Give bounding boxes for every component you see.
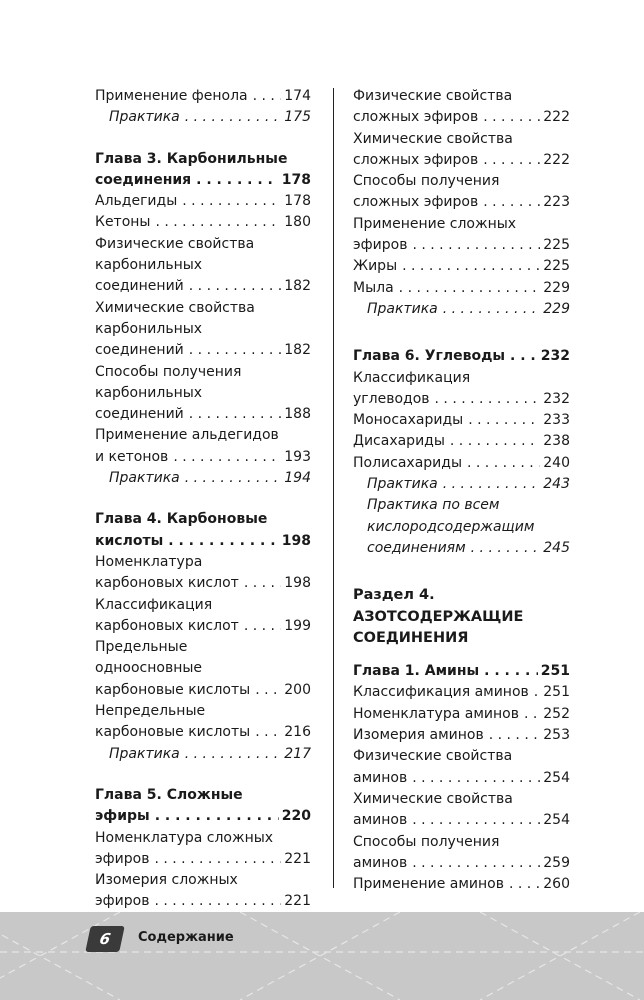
toc-left-column <box>95 86 311 913</box>
toc-chapter-entry[interactable] <box>353 661 570 682</box>
toc-entry[interactable] <box>95 86 311 107</box>
toc-entry-title-line: Мыла <box>353 279 394 296</box>
toc-page-number: 198 <box>284 575 311 592</box>
spacer <box>95 129 311 149</box>
toc-entry-title-line: Физические свойства <box>353 88 513 104</box>
toc-page-number: 175 <box>284 109 311 126</box>
toc-page-number: 221 <box>284 850 311 867</box>
dot-leader <box>154 891 281 912</box>
dot-leader <box>255 680 281 701</box>
toc-chapter-entry[interactable] <box>95 149 311 192</box>
toc-entry-title-line: Практика <box>367 476 438 493</box>
toc-entry-last-line <box>95 616 311 637</box>
dot-leader <box>412 853 540 874</box>
toc-entry-last-line <box>95 447 311 468</box>
toc-entry[interactable] <box>353 214 570 257</box>
toc-entry[interactable] <box>353 86 570 129</box>
toc-entry-title-line: карбонильных <box>95 257 203 274</box>
toc-entry-title-line: углеводов <box>353 390 430 407</box>
toc-entry-title-line: Номенклатура аминов <box>353 705 519 722</box>
dot-leader <box>412 235 540 256</box>
toc-page-number: 217 <box>284 745 311 762</box>
toc-entry-title-line: эфиры <box>95 808 150 825</box>
toc-page-number: 229 <box>543 300 570 317</box>
toc-entry-last-line <box>353 704 570 725</box>
toc-entry-title-line: карбоновых кислот <box>95 617 239 634</box>
toc-right-column <box>353 86 570 895</box>
dot-leader <box>196 170 279 191</box>
dot-leader <box>189 404 281 425</box>
toc-entry-title-line: Непредельные <box>95 703 206 720</box>
toc-entry-title-line: кислородсодержащим <box>367 518 535 535</box>
dot-leader <box>255 722 281 743</box>
toc-entry[interactable] <box>95 637 311 701</box>
dot-leader <box>399 278 541 299</box>
toc-entry[interactable] <box>95 828 311 871</box>
toc-entry[interactable] <box>353 453 570 474</box>
toc-entry-title-line: Способы получения <box>353 173 500 190</box>
toc-entry-title-line: Физические свойства <box>353 748 513 765</box>
dot-leader <box>412 768 540 789</box>
dot-leader <box>435 389 541 410</box>
toc-page-number: 254 <box>543 769 570 786</box>
dot-leader <box>412 810 540 831</box>
toc-entry[interactable] <box>353 789 570 832</box>
toc-entry-last-line <box>353 150 570 171</box>
toc-entry-last-line <box>353 410 570 431</box>
toc-entry-title-line: соединений <box>95 278 184 295</box>
section-heading-line: СОЕДИНЕНИЯ <box>353 629 469 646</box>
toc-entry-title-line: соединения <box>95 171 192 188</box>
dot-leader <box>484 661 538 682</box>
toc-entry[interactable] <box>95 298 311 362</box>
toc-entry-title-line: сложных эфиров <box>353 151 479 168</box>
toc-entry-title-line: и кетонов <box>95 448 169 465</box>
toc-entry-last-line <box>95 170 311 191</box>
toc-entry-last-line <box>95 340 311 361</box>
toc-chapter-entry[interactable] <box>353 346 570 367</box>
toc-entry-title-line: Альдегиды <box>95 193 178 210</box>
toc-entry-title-line: одноосновные <box>95 660 203 677</box>
toc-entry-title-line: кислоты <box>95 532 164 549</box>
toc-entry-title-line: Применение аминов <box>353 876 504 893</box>
toc-page-number: 251 <box>543 684 570 701</box>
toc-page-number: 182 <box>284 278 311 295</box>
spacer <box>95 489 311 509</box>
toc-page-number: 254 <box>543 812 570 829</box>
toc-page-number: 229 <box>543 279 570 296</box>
toc-entry-title-line: Предельные <box>95 639 188 656</box>
toc-entry-title-line: Применение фенола <box>95 88 248 104</box>
dot-leader <box>483 150 540 171</box>
toc-entry-title-line: соединений <box>95 406 184 423</box>
toc-page-number: 252 <box>543 705 570 722</box>
toc-page-number: 253 <box>543 727 570 744</box>
toc-page-number: 193 <box>284 448 311 465</box>
toc-practice-entry[interactable] <box>95 744 311 765</box>
toc-entry-title-line: карбоновые кислоты <box>95 724 251 741</box>
toc-entry-title-line: сложных эфиров <box>353 109 479 126</box>
toc-chapter-entry[interactable] <box>95 509 311 552</box>
page-number-badge: 6 <box>85 926 125 952</box>
toc-entry[interactable] <box>95 870 311 913</box>
toc-entry[interactable] <box>95 191 311 212</box>
toc-entry-last-line <box>353 346 570 367</box>
toc-entry-title-line: Глава 1. Амины <box>353 663 480 680</box>
toc-entry[interactable] <box>353 278 570 299</box>
toc-entry-last-line <box>353 256 570 277</box>
toc-entry[interactable] <box>353 746 570 789</box>
toc-entry-title-line: Практика <box>109 745 180 762</box>
toc-entry-last-line <box>353 431 570 452</box>
toc-entry[interactable] <box>353 725 570 746</box>
toc-page-number: 243 <box>543 476 570 493</box>
toc-page-number: 238 <box>543 433 570 450</box>
section-heading-line: Раздел 4. <box>353 587 435 604</box>
toc-entry-title-line: Глава 3. Карбонильные <box>95 150 288 167</box>
toc-entry-last-line <box>95 806 311 827</box>
toc-entry[interactable] <box>353 874 570 895</box>
dot-leader <box>185 107 282 128</box>
toc-entry[interactable] <box>95 595 311 638</box>
dot-leader <box>450 431 540 452</box>
toc-entry-last-line <box>367 474 570 495</box>
toc-entry-title-line: Жиры <box>353 258 398 275</box>
toc-entry-last-line <box>95 191 311 212</box>
dot-leader <box>402 256 540 277</box>
toc-entry-last-line <box>353 192 570 213</box>
toc-practice-entry[interactable] <box>353 495 570 559</box>
toc-entry-title-line: Применение альдегидов <box>95 427 279 444</box>
toc-page-number: 180 <box>284 214 311 231</box>
toc-page-number: 199 <box>284 617 311 634</box>
section-heading-line: АЗОТСОДЕРЖАЩИЕ <box>353 608 524 625</box>
toc-entry-last-line <box>109 468 311 489</box>
dot-leader <box>185 744 282 765</box>
spacer <box>353 649 570 661</box>
toc-entry-title-line: Дисахариды <box>353 433 445 450</box>
toc-entry-last-line <box>95 212 311 233</box>
toc-entry-last-line <box>353 235 570 256</box>
toc-entry[interactable] <box>353 410 570 431</box>
dot-leader <box>467 453 540 474</box>
toc-entry[interactable] <box>353 129 570 172</box>
toc-entry[interactable] <box>353 431 570 452</box>
toc-entry-last-line <box>367 538 570 559</box>
toc-entry-last-line <box>95 722 311 743</box>
footer-title: Содержание <box>138 930 234 945</box>
toc-entry-title-line: Классификация <box>353 369 471 386</box>
toc-entry-last-line <box>353 810 570 831</box>
toc-chapter-entry[interactable] <box>95 785 311 828</box>
toc-entry-title-line: Глава 5. Сложные <box>95 786 243 803</box>
toc-entry-title-line: соединений <box>95 342 184 359</box>
toc-page-number: 232 <box>540 348 570 365</box>
toc-page-number: 188 <box>284 406 311 423</box>
toc-entry-last-line <box>109 107 311 128</box>
toc-entry-title-line: Кетоны <box>95 214 151 231</box>
toc-entry-last-line <box>95 680 311 701</box>
dot-leader <box>244 573 281 594</box>
toc-entry-title-line: карбоновые кислоты <box>95 681 251 698</box>
spacer <box>95 765 311 785</box>
toc-entry-title-line: аминов <box>353 769 408 786</box>
dot-leader <box>534 682 540 703</box>
toc-entry-last-line <box>353 725 570 746</box>
toc-entry[interactable] <box>353 368 570 411</box>
dot-leader <box>524 704 540 725</box>
toc-page-number: 233 <box>543 412 570 429</box>
toc-entry-title-line: Классификация аминов <box>353 684 529 701</box>
toc-entry[interactable] <box>353 704 570 725</box>
toc-practice-entry[interactable] <box>353 299 570 320</box>
dot-leader <box>155 806 279 827</box>
toc-entry-title-line: сложных эфиров <box>353 194 479 211</box>
toc-entry-last-line <box>109 744 311 765</box>
dot-leader <box>182 191 281 212</box>
dot-leader <box>244 616 281 637</box>
dot-leader <box>443 299 541 320</box>
dot-leader <box>154 849 281 870</box>
toc-entry-title-line: карбонильных <box>95 384 203 401</box>
toc-entry-title-line: Классификация <box>95 596 213 613</box>
toc-page-number: 198 <box>281 532 311 549</box>
toc-page-number: 221 <box>284 893 311 910</box>
toc-page-number: 200 <box>284 681 311 698</box>
toc-entry-title-line: Химические свойства <box>95 299 255 316</box>
toc-page-number: 225 <box>543 258 570 275</box>
toc-entry-last-line <box>353 389 570 410</box>
toc-entry-title-line: Глава 6. Углеводы <box>353 348 506 365</box>
toc-page-number: 222 <box>543 151 570 168</box>
toc-page-number: 182 <box>284 342 311 359</box>
dot-leader <box>510 346 538 367</box>
toc-entry-title-line: Номенклатура сложных <box>95 829 274 846</box>
toc-entry-last-line <box>95 849 311 870</box>
toc-entry-last-line <box>353 768 570 789</box>
toc-entry-title-line: Химические свойства <box>353 790 513 807</box>
toc-entry-title-line: Физические свойства <box>95 235 255 252</box>
dot-leader <box>253 86 282 107</box>
spacer <box>353 320 570 346</box>
column-divider <box>333 88 334 888</box>
toc-entry[interactable] <box>353 171 570 214</box>
dot-leader <box>443 474 541 495</box>
toc-entry-title-line: Применение сложных <box>353 215 517 232</box>
toc-page-number: 259 <box>543 854 570 871</box>
dot-leader <box>489 725 541 746</box>
toc-entry-title-line: Способы получения <box>353 833 500 850</box>
toc-entry[interactable] <box>95 212 311 233</box>
toc-entry[interactable] <box>353 682 570 703</box>
toc-entry-title-line: аминов <box>353 854 408 871</box>
toc-entry-last-line <box>95 404 311 425</box>
toc-entry-title-line: карбоновых кислот <box>95 575 239 592</box>
toc-entry-last-line <box>95 891 311 912</box>
toc-entry-title-line: эфиров <box>95 850 150 867</box>
toc-entry-title-line: Номенклатура <box>95 553 203 570</box>
toc-entry-title-line: Способы получения <box>95 363 242 380</box>
toc-entry-title-line: карбонильных <box>95 320 203 337</box>
dot-leader <box>468 410 540 431</box>
toc-entry-title-line: соединениям <box>367 539 466 556</box>
toc-entry-last-line <box>353 682 570 703</box>
toc-entry[interactable] <box>353 832 570 875</box>
dot-leader <box>168 531 279 552</box>
toc-entry-title-line: Практика <box>109 109 180 126</box>
toc-entry-title-line: аминов <box>353 812 408 829</box>
toc-page-number: 223 <box>543 194 570 211</box>
toc-page-number: 222 <box>543 109 570 126</box>
toc-page-number: 232 <box>543 390 570 407</box>
dot-leader <box>483 192 540 213</box>
dot-leader <box>189 340 281 361</box>
toc-entry[interactable] <box>95 552 311 595</box>
dot-leader <box>509 874 540 895</box>
spacer <box>353 559 570 585</box>
dot-leader <box>189 276 281 297</box>
toc-page-number: 194 <box>284 470 311 487</box>
dot-leader <box>483 107 540 128</box>
dot-leader <box>471 538 541 559</box>
toc-page-number: 216 <box>284 724 311 741</box>
toc-entry-title-line: Полисахариды <box>353 454 462 471</box>
toc-page-number: 225 <box>543 237 570 254</box>
dot-leader <box>155 212 281 233</box>
section-heading <box>353 585 570 649</box>
toc-entry-last-line <box>353 874 570 895</box>
toc-practice-entry[interactable] <box>95 107 311 128</box>
toc-practice-entry[interactable] <box>95 468 311 489</box>
toc-entry-title-line: Изомерия аминов <box>353 727 484 744</box>
toc-page-number: 251 <box>540 663 570 680</box>
toc-practice-entry[interactable] <box>353 474 570 495</box>
toc-entry-title-line: Изомерия сложных <box>95 872 238 889</box>
toc-entry-last-line <box>95 531 311 552</box>
toc-entry-last-line <box>353 107 570 128</box>
toc-entry[interactable] <box>95 362 311 426</box>
toc-entry-title-line: Химические свойства <box>353 130 513 147</box>
dot-leader <box>185 468 282 489</box>
toc-page-number: 245 <box>543 539 570 556</box>
toc-page-number: 178 <box>281 171 311 188</box>
toc-entry[interactable] <box>95 425 311 468</box>
toc-entry-last-line <box>95 276 311 297</box>
toc-entry-title-line: Практика <box>367 300 438 317</box>
toc-entry-title-line: эфиров <box>353 237 408 254</box>
toc-page-number: 240 <box>543 454 570 471</box>
toc-entry[interactable] <box>95 701 311 744</box>
toc-entry-title-line: Глава 4. Карбоновые <box>95 511 268 528</box>
toc-entry-last-line <box>95 573 311 594</box>
toc-entry-last-line <box>353 278 570 299</box>
toc-entry[interactable] <box>95 234 311 298</box>
toc-entry-title-line: Практика <box>109 470 180 487</box>
toc-entry-last-line <box>367 299 570 320</box>
toc-entry[interactable] <box>353 256 570 277</box>
toc-entry-last-line <box>353 453 570 474</box>
toc-entry-title-line: Практика по всем <box>367 497 500 514</box>
toc-entry-title-line: эфиров <box>95 893 150 910</box>
toc-page-number: 174 <box>284 88 311 104</box>
toc-entry-title-line: Моносахариды <box>353 412 464 429</box>
toc-page-number: 178 <box>284 193 311 210</box>
toc-entry-last-line <box>95 86 311 107</box>
dot-leader <box>173 447 281 468</box>
toc-entry-last-line <box>353 661 570 682</box>
toc-page-number: 260 <box>543 876 570 893</box>
toc-page-number: 220 <box>281 808 311 825</box>
toc-entry-last-line <box>353 853 570 874</box>
